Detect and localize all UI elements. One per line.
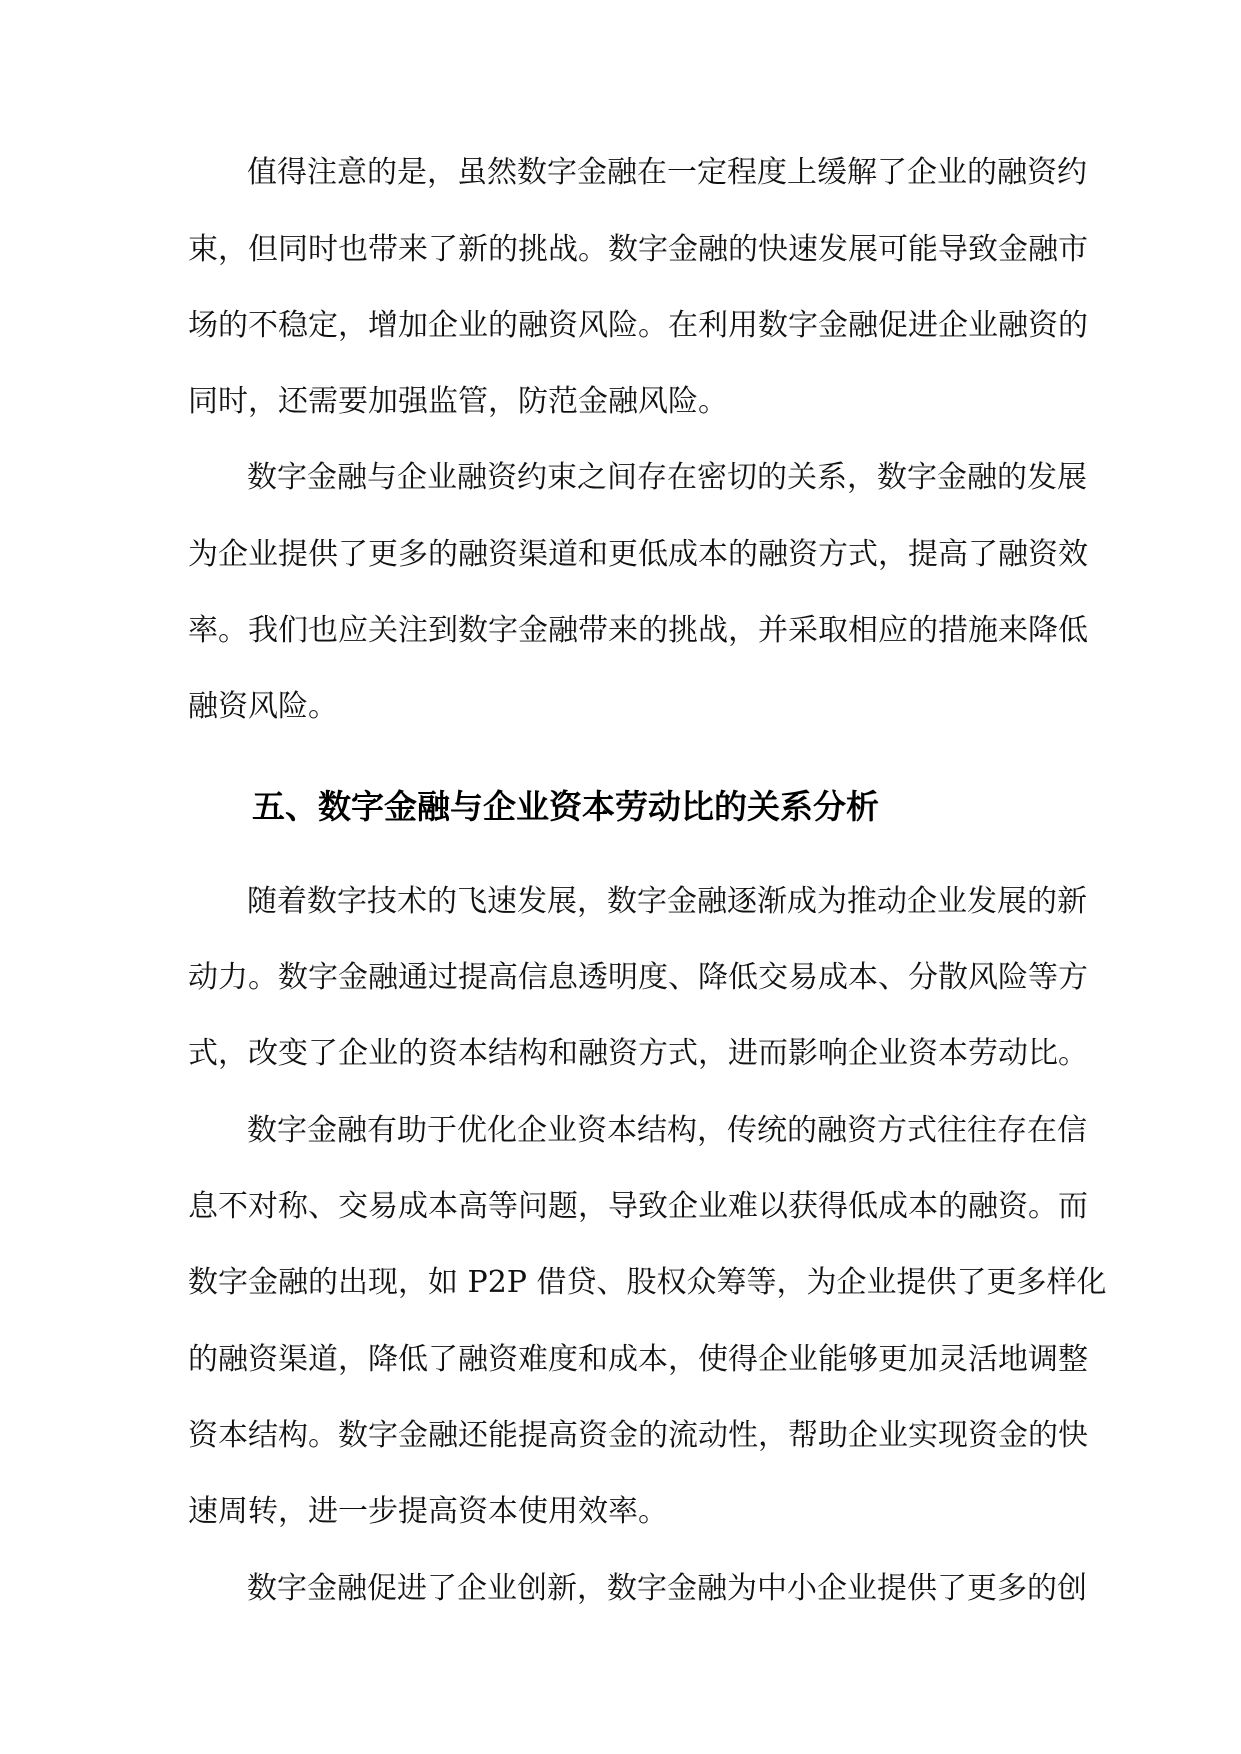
text-line: 息不对称、交易成本高等问题，导致企业难以获得低成本的融资。而	[188, 1189, 1088, 1224]
text-line: 为企业提供了更多的融资渠道和更低成本的融资方式，提高了融资效	[188, 537, 1088, 572]
section-heading: 五、数字金融与企业资本劳动比的关系分析	[252, 787, 879, 826]
text-line: 资本结构。数字金融还能提高资金的流动性，帮助企业实现资金的快	[188, 1418, 1088, 1453]
text-line: 同时，还需要加强监管，防范金融风险。	[188, 384, 728, 419]
text-line: 融资风险。	[188, 689, 338, 724]
text-line: 值得注意的是，虽然数字金融在一定程度上缓解了企业的融资约	[247, 155, 1087, 190]
text-line: 率。我们也应关注到数字金融带来的挑战，并采取相应的措施来降低	[188, 613, 1088, 648]
text-line: 数字金融与企业融资约束之间存在密切的关系，数字金融的发展	[247, 460, 1087, 495]
text-line: 速周转，进一步提高资本使用效率。	[188, 1494, 668, 1529]
text-line: 动力。数字金融通过提高信息透明度、降低交易成本、分散风险等方	[188, 960, 1088, 995]
text-line: 数字金融有助于优化企业资本结构，传统的融资方式往往存在信	[247, 1113, 1087, 1148]
text-line: 数字金融促进了企业创新，数字金融为中小企业提供了更多的创	[247, 1571, 1087, 1606]
text-line: 的融资渠道，降低了融资难度和成本，使得企业能够更加灵活地调整	[188, 1342, 1088, 1377]
text-line: 束，但同时也带来了新的挑战。数字金融的快速发展可能导致金融市	[188, 232, 1088, 267]
text-line: 数字金融的出现，如 P2P 借贷、股权众筹等，为企业提供了更多样化	[188, 1265, 1107, 1300]
text-line: 场的不稳定，增加企业的融资风险。在利用数字金融促进企业融资的	[188, 308, 1088, 343]
text-line: 式，改变了企业的资本结构和融资方式，进而影响企业资本劳动比。	[188, 1036, 1088, 1071]
text-line: 随着数字技术的飞速发展，数字金融逐渐成为推动企业发展的新	[247, 884, 1087, 919]
